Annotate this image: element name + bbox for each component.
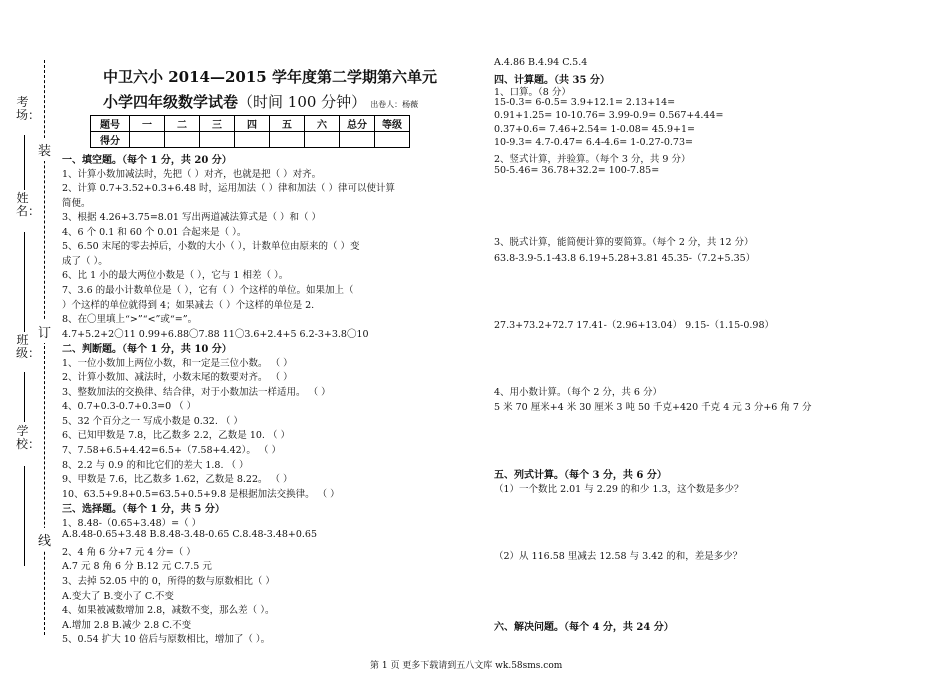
score-blank[interactable]: [340, 132, 375, 148]
question-line: （1）一个数比 2.01 与 2.29 的和少 1.3，这个数是多少？: [494, 484, 744, 495]
question-line: 4、用小数计算。（每个 2 分，共 6 分）: [494, 387, 662, 398]
question-line: A.增加 2.8 B.减少 2.8 C.不变: [62, 619, 192, 631]
score-blank[interactable]: [270, 132, 305, 148]
question-line: 27.3+73.2+72.7 17.41-（2.96+13.04） 9.15-（1.15-0.98）: [494, 320, 775, 331]
question-line: 15-0.3= 6-0.5= 3.9+12.1= 2.13+14=: [494, 97, 676, 108]
question-line: 2、计算 0.7+3.52+0.3+6.48 时，运用加法（ ）律和加法（ ）律可以使计算: [62, 183, 396, 195]
question-line: 10-9.3= 4.7-0.47= 6.4-4.6= 1-0.27-0.73=: [494, 137, 693, 148]
class-label: 班级：: [16, 333, 41, 360]
section-heading: 四、计算题。（共 35 分）: [494, 75, 610, 86]
question-line: 5 米 70 厘米+4 米 30 厘米 3 吨 50 千克+420 千克 4 元 3 分+6 角 7 分: [494, 402, 812, 413]
question-line: 8、2.2 与 0.9 的和比它们的差大 1.8. （ ）: [62, 459, 249, 471]
question-line: 63.8-3.9-5.1-43.8 6.19+5.28+3.81 45.35-（7.2+5.35）: [494, 253, 756, 264]
section-heading: 五、列式计算。（每个 3 分，共 6 分）: [494, 470, 667, 481]
score-blank[interactable]: [235, 132, 270, 148]
question-line: 4、0.7+0.3-0.7+0.3=0 （ ）: [62, 401, 197, 413]
question-line: 10、63.5+9.8+0.5=63.5+0.5+9.8 是根据加法交换律。 （ ）: [62, 488, 340, 500]
page-footer: 第 1 页 更多下载请到五八文库 wk.58sms.com: [370, 661, 563, 671]
question-line: 3、去掉 52.05 中的 0，所得的数与原数相比（ ）: [62, 575, 275, 587]
binding-margin: [0, 0, 55, 687]
name-rule: [24, 232, 25, 332]
question-line: 3、根据 4.26+3.75=8.01 写出两道减法算式是（ ）和（ ）: [62, 212, 322, 224]
question-line: 3、脱式计算，能简便计算的要简算。（每个 2 分，共 12 分）: [494, 237, 754, 248]
exam-room-rule: [24, 135, 25, 190]
question-line: A.8.48-0.65+3.48 B.8.48-3.48-0.65 C.8.48-3.48+0.65: [62, 529, 318, 541]
question-line: A.变大了 B.变小了 C.不变: [62, 590, 174, 602]
question-line: 6、已知甲数是 7.8，比乙数多 2.2，乙数是 10. （ ）: [62, 430, 290, 442]
question-line: 4.7+5.2+2〇11 0.99+6.88〇7.88 11〇3.6+2.4+5 6.2-3+3.8〇10: [62, 328, 369, 340]
score-cell: 三: [200, 116, 235, 132]
question-line: 简便。: [62, 197, 91, 209]
section-heading: 二、判断题。（每个 1 分，共 10 分）: [62, 344, 232, 356]
author: 出卷人：杨薇: [370, 100, 419, 109]
score-cell: 五: [270, 116, 305, 132]
question-line: 3、整数加法的交换律、结合律，对于小数加法一样适用。 （ ）: [62, 386, 331, 398]
question-line: 0.37+0.6= 7.46+2.54= 1-0.08= 45.9+1=: [494, 124, 695, 135]
question-line: A.7 元 8 角 6 分 B.12 元 C.7.5 元: [62, 561, 212, 573]
exam-room-label: 考场：: [16, 95, 41, 122]
question-line: A.4.86 B.4.94 C.5.4: [494, 57, 588, 68]
question-line: 2、4 角 6 分+7 元 4 分=（ ）: [62, 546, 196, 558]
section-heading: 三、选择题。（每个 1 分，共 5 分）: [62, 504, 225, 516]
school-label: 学校：: [16, 424, 41, 451]
question-line: 2、计算小数加、减法时，小数末尾的数要对齐。 （ ）: [62, 372, 293, 384]
question-line: （2）从 116.58 里减去 12.58 与 3.42 的和，差是多少？: [494, 551, 743, 562]
score-cell: 题号: [91, 116, 130, 132]
question-line: 7、3.6 的最小计数单位是（ ），它有（ ）个这样的单位。如果加上（: [62, 284, 354, 296]
question-line: 4、6 个 0.1 和 60 个 0.01 合起来是（ ）。: [62, 226, 247, 238]
score-blank[interactable]: [200, 132, 235, 148]
exam-subtitle: [103, 91, 418, 112]
question-line: 5、0.54 扩大 10 倍后与原数相比，增加了（ ）。: [62, 634, 271, 646]
score-cell: 二: [165, 116, 200, 132]
score-cell: 等级: [375, 116, 410, 132]
score-row-label: 得分: [91, 132, 130, 148]
question-line: 5、6.50 末尾的零去掉后，小数的大小（ ），计数单位由原来的（ ）变: [62, 241, 360, 253]
question-line: 2、竖式计算，并验算。（每个 3 分，共 9 分）: [494, 154, 691, 165]
question-line: 8、在〇里填上“>”“<”或“=”。: [62, 314, 198, 326]
question-line: 6、比 1 小的最大两位小数是（ ），它与 1 相差（ ）。: [62, 270, 289, 282]
class-rule: [24, 372, 25, 422]
score-cell: 四: [235, 116, 270, 132]
score-blank[interactable]: [130, 132, 165, 148]
school-rule: [24, 466, 25, 566]
question-line: 7、7.58+6.5+4.42=6.5+（7.58+4.42）。 （ ）: [62, 445, 281, 456]
score-table-score-row: [91, 132, 410, 148]
question-line: 0.91+1.25= 10-10.76= 3.99-0.9= 0.567+4.44=: [494, 110, 724, 121]
question-line: 50-5.46= 36.78+32.2= 100-7.85=: [494, 165, 660, 176]
score-blank[interactable]: [165, 132, 200, 148]
score-cell: 六: [305, 116, 340, 132]
score-blank[interactable]: [305, 132, 340, 148]
score-cell: 总分: [340, 116, 375, 132]
exam-title: 中卫六小 2014—2015 学年度第二学期第六单元: [103, 68, 437, 86]
score-cell: 一: [130, 116, 165, 132]
question-line: 4、如果被减数增加 2.8，减数不变，那么差（ ）。: [62, 605, 275, 617]
section-heading: 一、填空题。（每个 1 分，共 20 分）: [62, 155, 232, 166]
question-line: 1、计算小数加减法时，先把（ ）对齐，也就是把（ ）对齐。: [62, 168, 322, 180]
time-limit: （时间 100 分钟）: [238, 93, 367, 111]
name-label: 姓名：: [16, 191, 41, 218]
question-line: ）个这样的单位就得到 4；如果减去（ ）个这样的单位是 2.: [62, 299, 315, 311]
question-line: 1、8.48-（0.65+3.48）=（ ）: [62, 517, 202, 529]
score-blank[interactable]: [375, 132, 410, 148]
subtitle-text: 小学四年级数学试卷: [103, 93, 239, 111]
score-table: [90, 115, 410, 148]
score-table-header-row: [91, 116, 410, 132]
question-line: 9、甲数是 7.6，比乙数多 1.62，乙数是 8.22。 （ ）: [62, 474, 293, 486]
binding-char-zhuang: 装: [38, 138, 51, 161]
binding-char-ding: 订: [38, 320, 51, 343]
section-heading: 六、解决问题。（每个 4 分，共 24 分）: [494, 622, 674, 633]
binding-char-xian: 线: [38, 528, 51, 551]
question-line: 1、一位小数加上两位小数，和一定是三位小数。 （ ）: [62, 357, 293, 369]
question-line: 1、口算。（8 分）: [494, 87, 571, 98]
question-line: 成了（ ）。: [62, 255, 108, 267]
question-line: 5、32 个百分之一 写成小数是 0.32. （ ）: [62, 415, 243, 427]
